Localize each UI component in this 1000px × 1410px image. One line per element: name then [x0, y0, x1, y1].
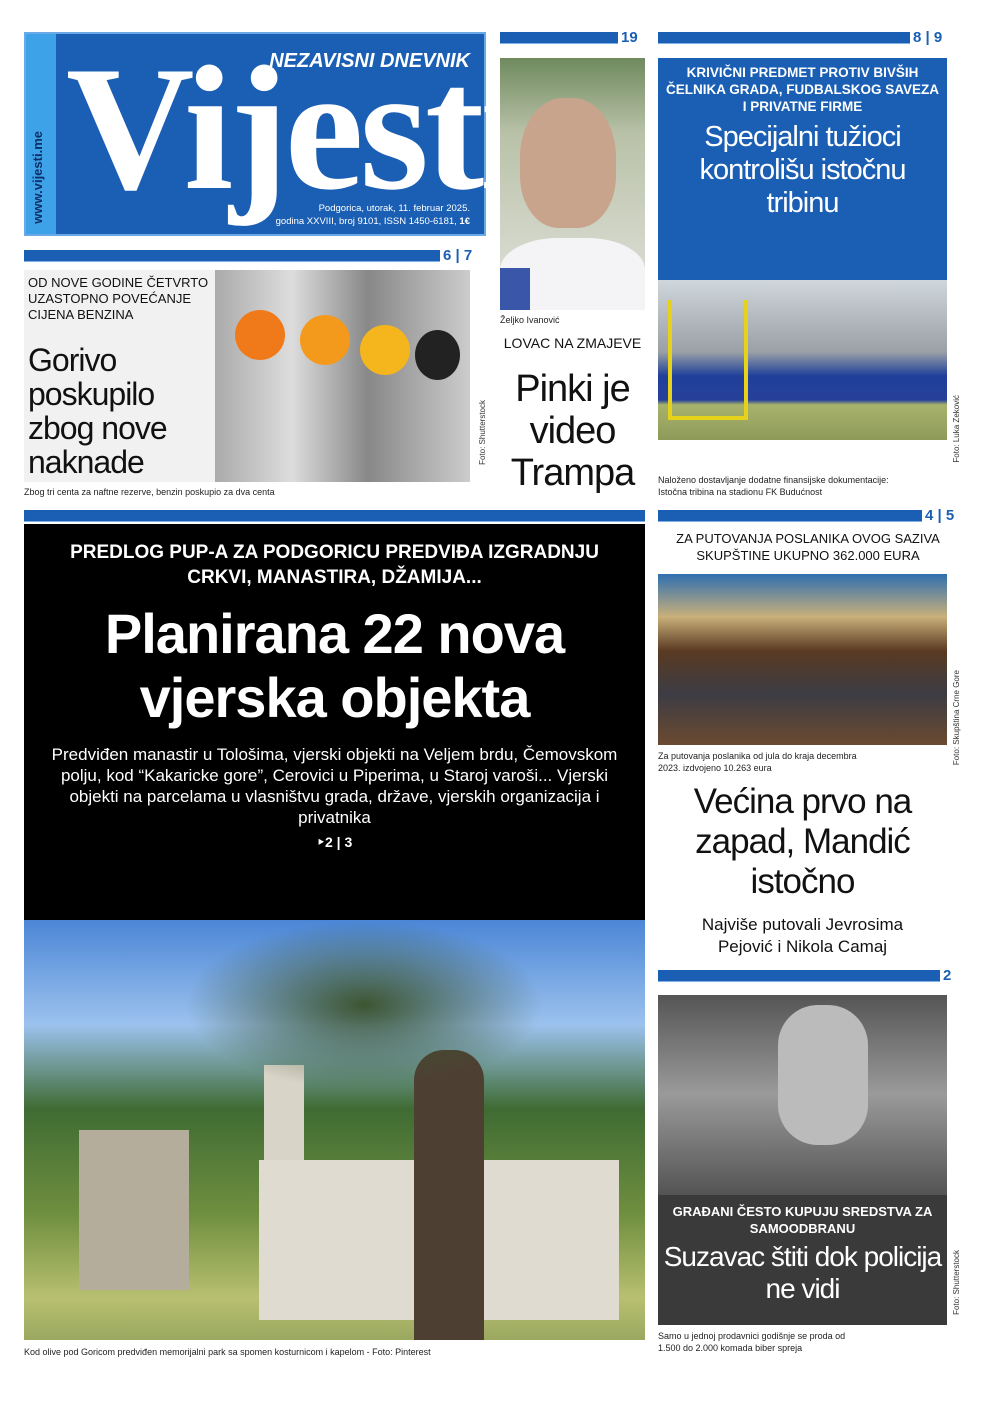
church-photo [24, 920, 645, 1340]
kicker: OD NOVE GODINE ČETVRTO UZASTOPNO POVEĆANJE CIJENA BENZINA [28, 275, 209, 322]
photo-credit: Foto: Shutterstock [952, 1250, 961, 1315]
stadium-photo [658, 280, 947, 440]
photo-caption: Naloženo dostavljanje dodatne finansijske dokumentacije: Istočna tribina na stadionu FK Budućnost [658, 475, 889, 497]
page-ref[interactable]: 2 [943, 967, 952, 984]
section-bar [658, 32, 910, 44]
photo-caption: Zbog tri centa za naftne rezerve, benzin poskupio za dva centa [24, 487, 275, 497]
headline[interactable]: Gorivo poskupilo zbog nove naknade [28, 342, 167, 480]
section-bar [658, 970, 940, 982]
pepper-spray-photo [658, 995, 947, 1325]
page-ref[interactable]: 4 | 5 [925, 507, 955, 524]
kicker: KRIVIČNI PREDMET PROTIV BIVŠIH ČELNIKA GRADA, FUDBALSKOG SAVEZA I PRIVATNE FIRME [666, 65, 939, 114]
headline[interactable]: Planirana 22 nova vjerska objekta [104, 602, 565, 729]
section-bar [24, 510, 645, 522]
photo-credit: Foto: Skupština Crne Gore [952, 670, 961, 766]
page-ref[interactable]: ‣2 | 3 [316, 834, 353, 850]
date-line [276, 202, 470, 228]
story-box [658, 58, 947, 280]
section-bar [500, 32, 618, 44]
page-ref[interactable]: 19 [621, 29, 638, 46]
headline[interactable]: Većina prvo na zapad, Mandić istočno [693, 782, 912, 901]
portrait-photo [500, 58, 645, 310]
section-bar [24, 250, 440, 262]
photo-caption: Kod olive pod Goricom predviđen memorijalni park sa spomen kosturnicom i kapelom - Foto: Pinterest [24, 1347, 431, 1357]
date-text: Podgorica, utorak, 11. februar 2025. [318, 203, 470, 214]
parliament-photo [658, 574, 947, 745]
headline[interactable]: Suzavac štiti dok policija ne vidi [663, 1241, 942, 1304]
fuel-pump-photo [215, 270, 470, 482]
kicker: ZA PUTOVANJA POSLANIKA OVOG SAZIVA SKUPŠTINE UKUPNO 362.000 EURA [676, 531, 940, 563]
subhead: Najviše putovali Jevrosima Pejović i Nikola Camaj [701, 915, 904, 956]
issue-text: godina XXVIII, broj 9101, ISSN 1450-6181, [275, 216, 457, 227]
kicker: GRAĐANI ČESTO KUPUJU SREDSTVA ZA SAMOODBRANU [672, 1204, 933, 1236]
kicker: PREDLOG PUP-A ZA PODGORICU PREDVIĐA IZGRADNJU CRKVI, MANASTIRA, DŽAMIJA... [70, 542, 599, 588]
headline[interactable]: Specijalni tužioci kontrolišu istočnu tribinu [699, 121, 906, 219]
tagline: NEZAVISNI DNEVNIK [269, 50, 470, 72]
main-story-box [24, 524, 645, 920]
page-ref[interactable]: 6 | 7 [443, 247, 473, 264]
photo-caption: Za putovanja poslanika od jula do kraja decembra 2023. izdvojeno 10.263 eura [658, 751, 857, 773]
photo-credit: Foto: Luka Zeković [952, 395, 961, 463]
headline[interactable]: Pinki je video Trampa [510, 368, 635, 494]
url-strip [26, 34, 56, 234]
price: 1€ [459, 216, 470, 227]
photo-caption: Željko Ivanović [500, 315, 560, 325]
website-url[interactable]: www.vijesti.me [30, 131, 45, 224]
page-ref-text: 2 | 3 [324, 834, 353, 850]
photo-credit: Foto: Shutterstock [478, 400, 487, 465]
deck: Predviđen manastir u Tološima, vjerski objekti na Veljem brdu, Čemovskom polju, kod “Kakaricke gore”, Cerovici u Piperima, u Staroj varoši... Vjerski objekti na parcelama u vlasništvu grada, države, vjerskih organizacija i privatnika [51, 745, 618, 827]
photo-caption: Samo u jednoj prodavnici godišnje se proda od 1.500 do 2.000 komada biber spreja [658, 1331, 846, 1353]
kicker: LOVAC NA ZMAJEVE [503, 335, 642, 351]
page-ref[interactable]: 8 | 9 [913, 29, 943, 46]
section-bar [658, 510, 922, 522]
masthead [24, 32, 486, 236]
